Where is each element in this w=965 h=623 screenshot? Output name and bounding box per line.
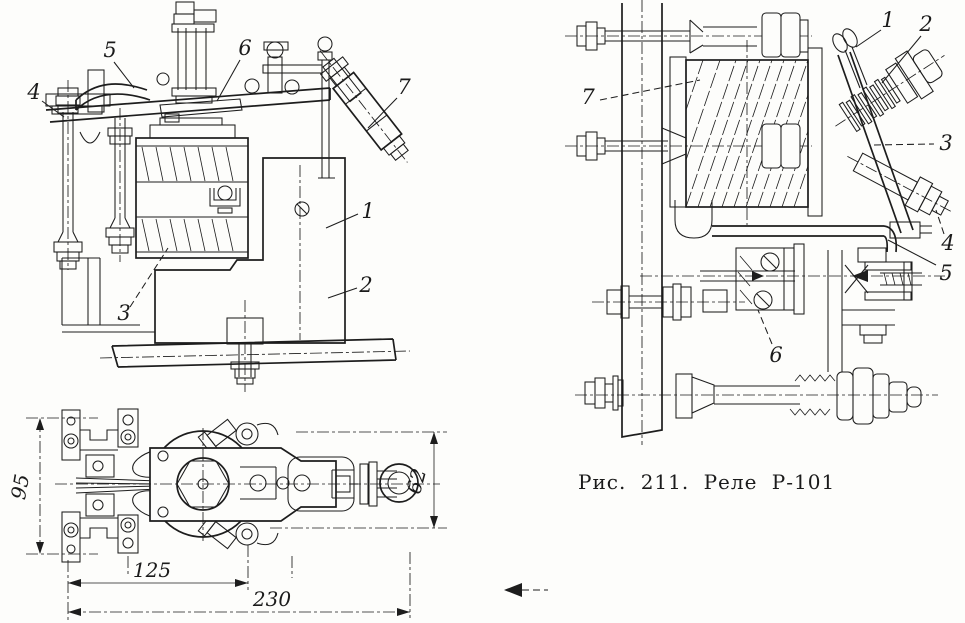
coil-winding-hatch [142,147,233,251]
side-view-tilted-contact [309,42,418,171]
dimension-62-label: 62 [401,465,432,497]
side-callout-5: 5 [103,38,117,62]
front-view-bolt-row-3 [592,284,745,320]
side-view-armature-bar [46,88,330,122]
front-view-plate [622,0,662,445]
side-view-coil [136,118,248,258]
top-view [6,409,447,620]
side-callout-1: 1 [361,199,375,223]
front-callout-5: 5 [939,261,953,285]
dimension-95-label: 95 [6,472,35,502]
view-direction-arrow-icon [504,583,548,597]
side-callout-2: 2 [359,273,373,297]
side-view-right-bracket [318,37,335,178]
front-view-wing-nut [830,26,867,88]
front-callout-4: 4 [941,231,955,255]
front-callout-2: 2 [919,12,933,36]
figure-caption: Рис. 211. Реле Р-101 [578,470,836,494]
top-view-housing [150,448,358,521]
front-view-pipe-plunger [828,248,922,372]
coil-clamp [210,186,240,213]
front-view-coil [662,40,822,238]
side-callout-7: 7 [397,75,411,99]
front-callout-3: 3 [939,131,953,155]
top-view-contact-springs [76,455,158,516]
dimension-95 [6,418,98,554]
side-callout-6: 6 [238,36,252,60]
side-view-body [155,158,345,343]
side-callout-4: 4 [27,80,41,104]
side-view [26,2,418,392]
dimension-125-label: 125 [132,558,172,582]
front-callout-7: 7 [581,85,595,109]
front-callout-1: 1 [881,8,895,32]
front-view-lever [838,52,913,233]
dimension-125 [68,545,248,620]
front-view-spring-rod [575,368,938,424]
front-callout-6: 6 [769,343,783,367]
front-view [565,0,961,445]
front-view-contact-bracket [736,244,804,314]
front-view-bolt-row-1 [565,13,812,57]
top-view-mount-brackets [62,409,138,562]
side-view-mount-bolt [227,300,263,392]
dimension-230-label: 230 [252,587,292,611]
side-callout-3: 3 [117,301,131,325]
front-view-armature-pin [640,270,945,282]
